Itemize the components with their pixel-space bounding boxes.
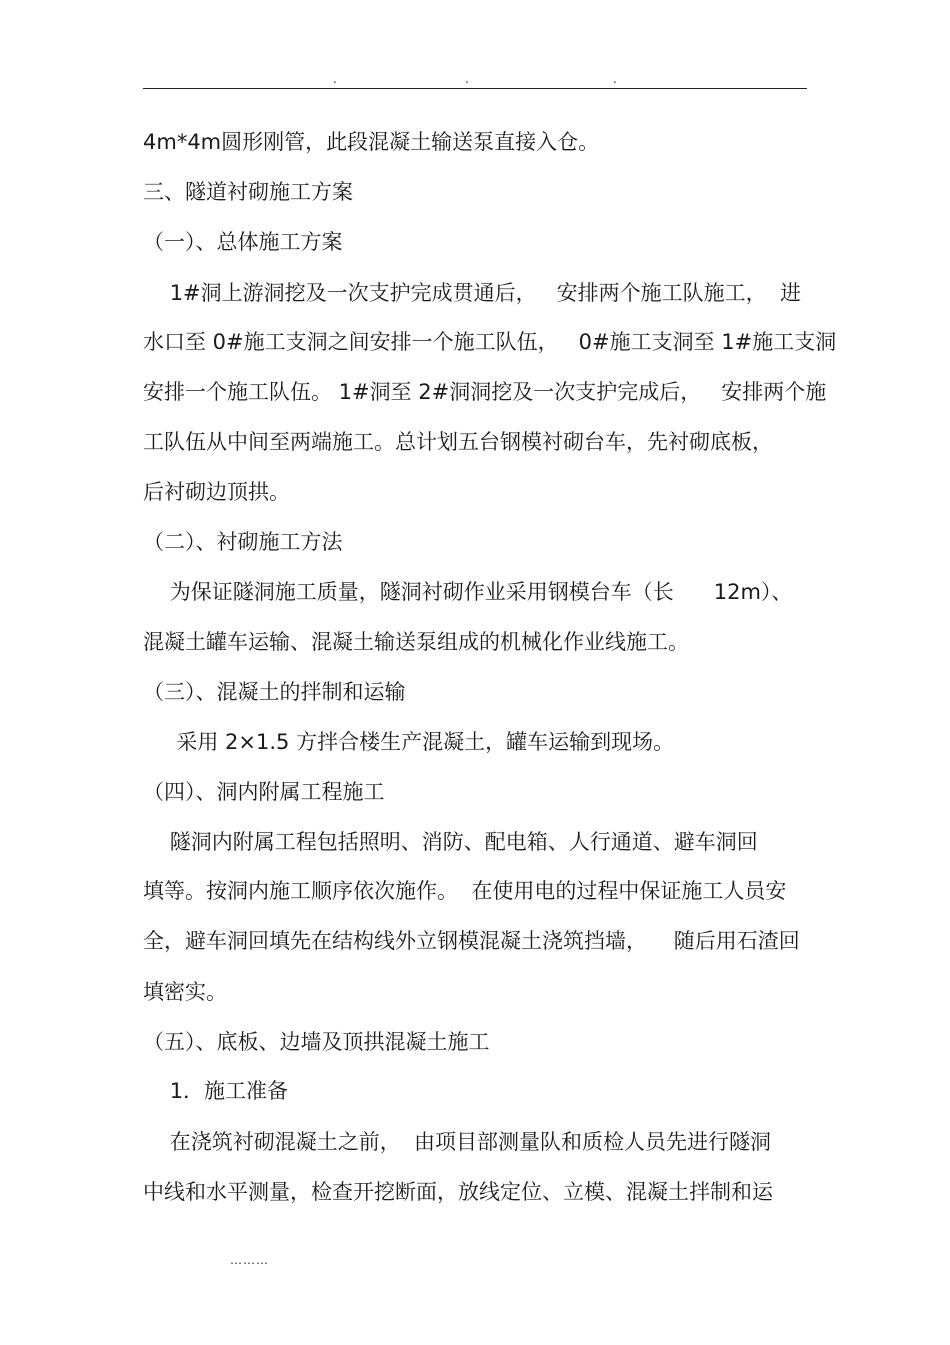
subsection-heading: （二）、衬砌施工方法: [143, 530, 343, 554]
body-line: 水口至 0#施工支洞之间安排一个施工队伍， 0#施工支洞至 1#施工支洞: [143, 330, 837, 354]
body-line: 为保证隧洞施工质量，隧洞衬砌作业采用钢模台车（长 12m）、: [143, 580, 793, 604]
subsection-heading: （三）、混凝土的拌制和运输: [143, 680, 406, 704]
numbered-item: 1．施工准备: [143, 1079, 289, 1103]
body-line: 全，避车洞回填先在结构线外立钢模混凝土浇筑挡墙， 随后用石渣回: [143, 929, 800, 953]
header-dot: .: [333, 72, 337, 86]
body-line: 1#洞上游洞挖及一次支护完成贯通后， 安排两个施工队施工， 进: [143, 281, 802, 305]
header-dots: [0, 72, 950, 86]
body-line: 隧洞内附属工程包括照明、消防、配电箱、人行通道、避车洞回: [143, 830, 758, 854]
body-line: 4m*4m圆形刚管，此段混凝土输送泵直接入仓。: [143, 130, 600, 154]
header-dot: .: [613, 72, 617, 86]
header-rule: [143, 88, 807, 89]
section-heading: 三、隧道衬砌施工方案: [143, 180, 353, 204]
body-line: 在浇筑衬砌混凝土之前， 由项目部测量队和质检人员先进行隧洞: [143, 1130, 772, 1154]
body-line: 混凝土罐车运输、混凝土输送泵组成的机械化作业线施工。: [143, 630, 689, 654]
body-line: 采用 2×1.5 方拌合楼生产混凝土，罐车运输到现场。: [143, 730, 675, 754]
body-line: 工队伍从中间至两端施工。总计划五台钢模衬砌台车，先衬砌底板，: [143, 430, 773, 454]
header-dot: .: [465, 72, 469, 86]
body-line: 安排一个施工队伍。 1#洞至 2#洞洞挖及一次支护完成后， 安排两个施: [143, 380, 827, 404]
body-line: 填密实。: [143, 980, 227, 1004]
subsection-heading: （一）、总体施工方案: [143, 230, 343, 254]
subsection-heading: （五）、底板、边墙及顶拱混凝土施工: [143, 1030, 490, 1054]
body-line: 后衬砌边顶拱。: [143, 480, 290, 504]
body-line: 填等。按洞内施工顺序依次施作。 在使用电的过程中保证施工人员安: [143, 879, 787, 903]
footer-dots: ………: [230, 1253, 269, 1267]
body-line: 中线和水平测量，检查开挖断面，放线定位、立模、混凝土拌制和运: [143, 1180, 773, 1204]
subsection-heading: （四）、洞内附属工程施工: [143, 780, 385, 804]
